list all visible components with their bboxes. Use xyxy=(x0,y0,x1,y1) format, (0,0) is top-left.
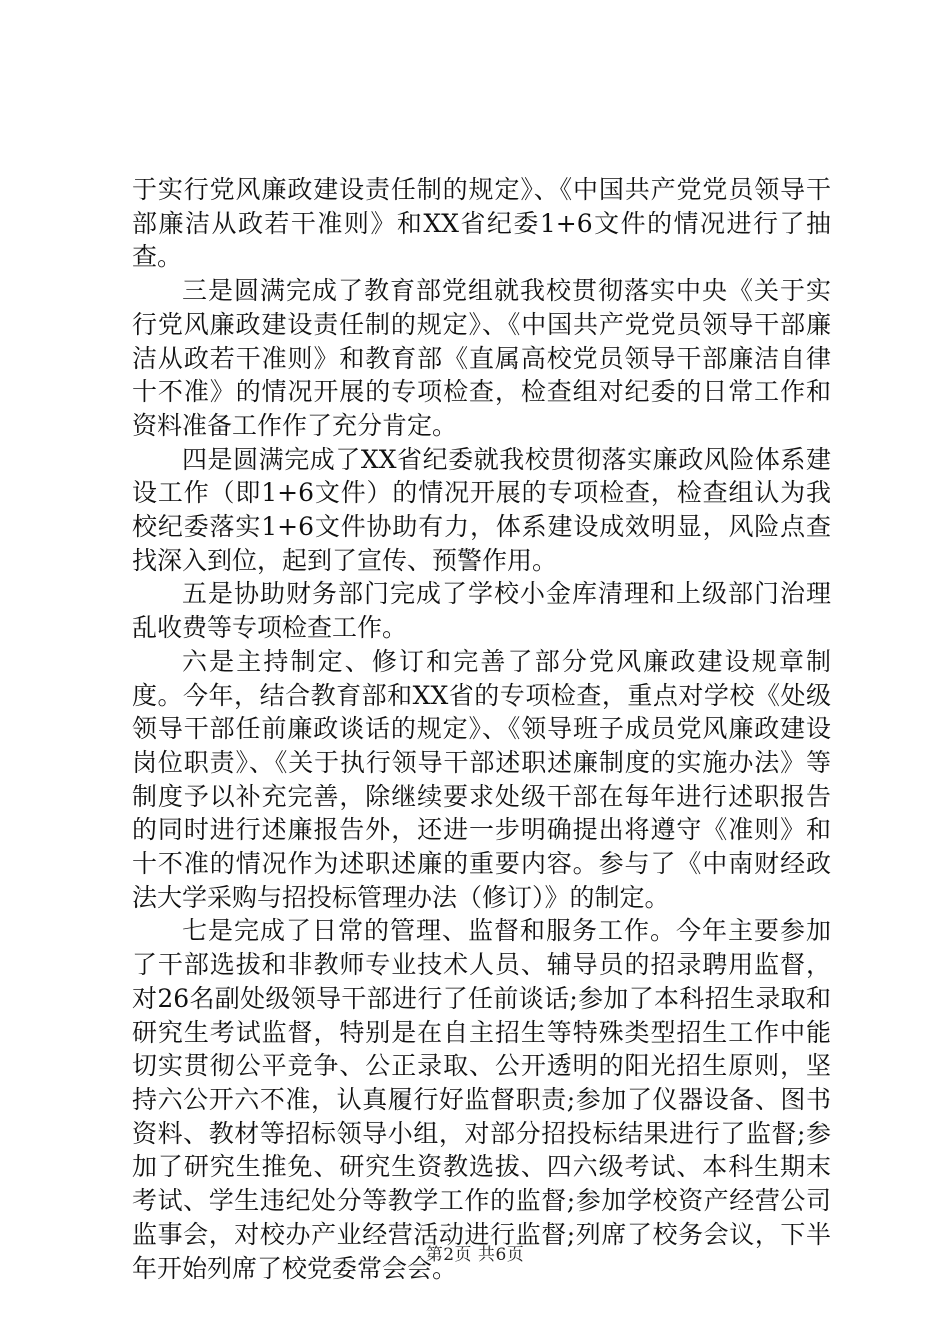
paragraph-item-7: 七是完成了日常的管理、监督和服务工作。今年主要参加了干部选拔和非教师专业技术人员、辅导员的招录聘用监督，对26名副处级领导干部进行了任前谈话;参加了本科招生录取和研究生考试监督，特别是在自主招生等特殊类型招生工作中能切实贯彻公平竞争、公正录取、公开透明的阳光招生原则，坚持六公开六不准，认真履行好监督职责;参加了仪器设备、图书资料、教材等招标领导小组，对部分招投标结果进行了监督;参加了研究生推免、研究生资教选拔、四六级考试、本科生期末考试、学生违纪处分等教学工作的监督;参加学校资产经营公司监事会，对校办产业经营活动进行监督;列席了校务会议，下半年开始列席了校党委常会会。 xyxy=(132,916,831,1283)
paragraph-item-5: 五是协助财务部门完成了学校小金库清理和上级部门治理乱收费等专项检查工作。 xyxy=(132,579,831,643)
paragraph-item-4: 四是圆满完成了XX省纪委就我校贯彻落实廉政风险体系建设工作（即1+6文件）的情况开展的专项检查，检查组认为我校纪委落实1+6文件协助有力，体系建设成效明显，风险点查找深入到位，起到了宣传、预警作用。 xyxy=(132,444,831,575)
paragraph-item-3: 三是圆满完成了教育部党组就我校贯彻落实中央《关于实行党风廉政建设责任制的规定》、《中国共产党党员领导干部廉洁从政若干准则》和教育部《直属高校党员领导干部廉洁自律十不准》的情况开展的专项检查，检查组对纪委的日常工作和资料准备工作作了充分肯定。 xyxy=(132,276,831,440)
paragraph-item-6: 六是主持制定、修订和完善了部分党风廉政建设规章制度。今年，结合教育部和XX省的专项检查，重点对学校《处级领导干部任前廉政谈话的规定》、《领导班子成员党风廉政建设岗位职责》、《关于执行领导干部述职述廉制度的实施办法》等制度予以补充完善，除继续要求处级干部在每年进行述职报告的同时进行述廉报告外，还进一步明确提出将遵守《准则》和十不准的情况作为述职述廉的重要内容。参与了《中南财经政法大学采购与招投标管理办法（修订）》的制定。 xyxy=(132,646,831,912)
document-body xyxy=(132,173,831,1285)
paragraph-continuation: 于实行党风廉政建设责任制的规定》、《中国共产党党员领导干部廉洁从政若干准则》和XX省纪委1+6文件的情况进行了抽查。 xyxy=(132,175,831,272)
page-number-footer: 第2页 共6页 xyxy=(425,1245,525,1265)
